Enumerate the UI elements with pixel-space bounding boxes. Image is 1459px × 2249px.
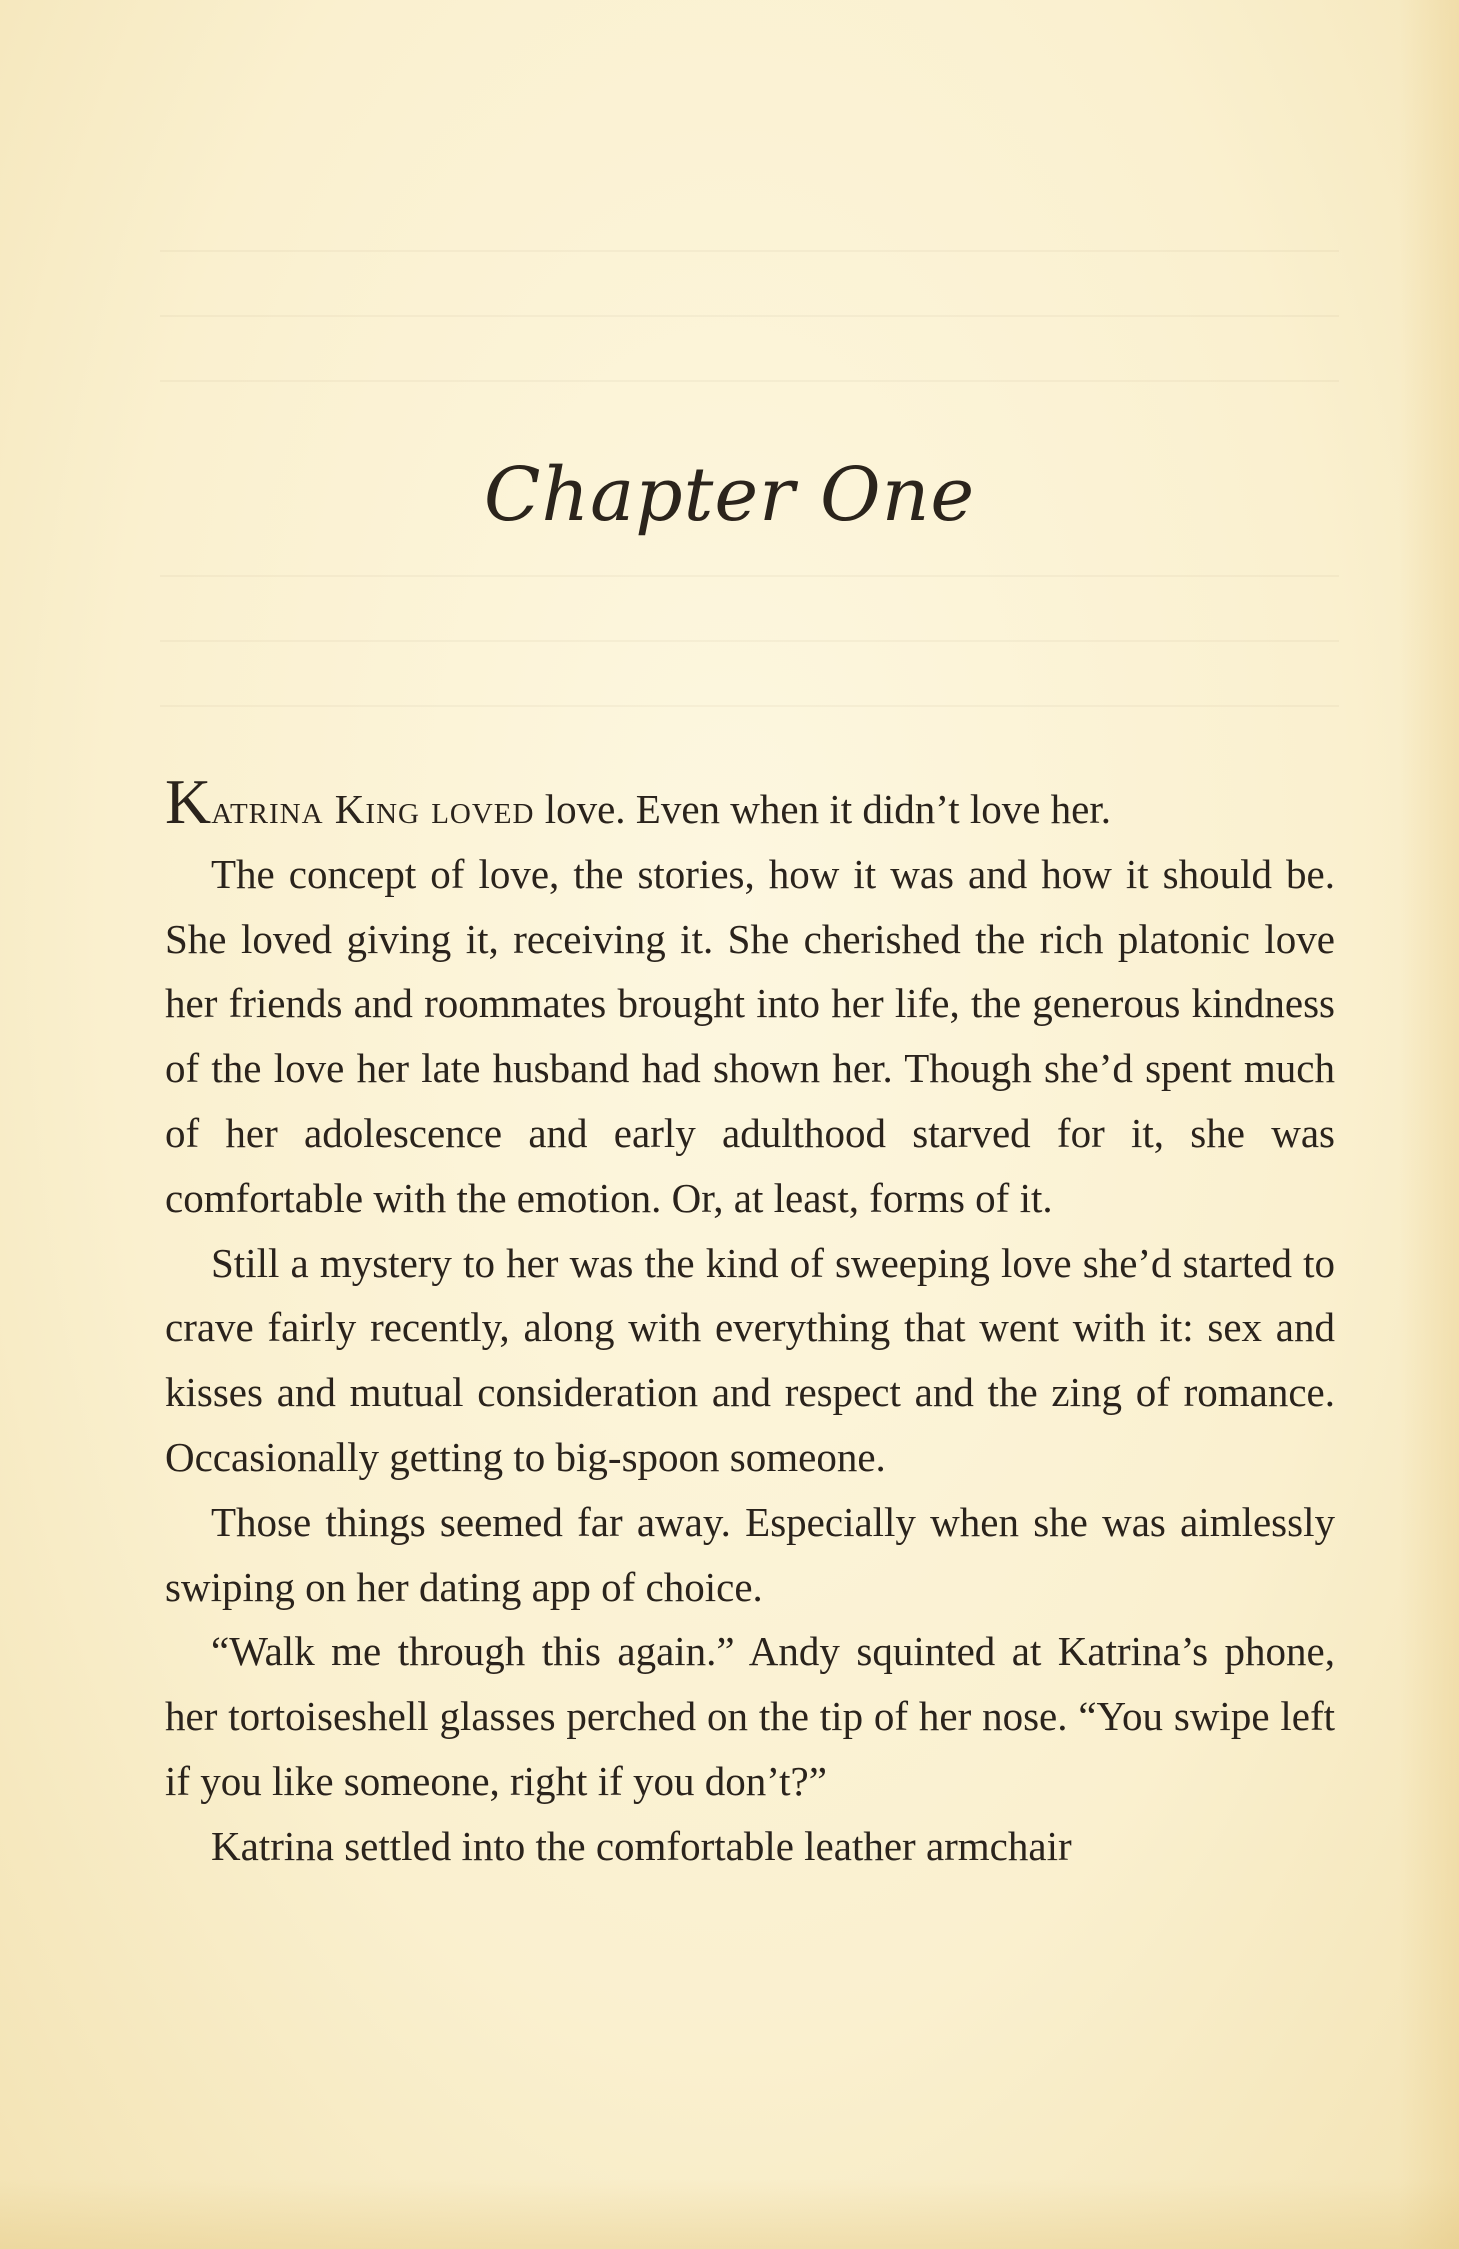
show-through-line <box>160 575 1339 577</box>
page-edge-shadow <box>1399 0 1459 2249</box>
paragraph: Katrina settled into the comfortable leather armchair <box>211 1822 1072 1869</box>
drop-cap: K <box>165 766 212 837</box>
show-through-line <box>160 640 1339 642</box>
paragraph: “Walk me through this again.” Andy squinted at Katrina’s phone, her tortoiseshell glasses perched on the tip of her nose. “You swipe left if you like someone, right if you don’t?” <box>165 1628 1335 1804</box>
opening-small-caps: atrina King loved <box>211 786 535 832</box>
opening-paragraph <box>165 766 1335 842</box>
show-through-line <box>160 380 1339 382</box>
show-through-line <box>160 705 1339 707</box>
page-bottom-shadow <box>0 2179 1459 2249</box>
chapter-title: Chapter One <box>483 452 976 538</box>
body-text <box>165 766 1335 1879</box>
paragraph: Still a mystery to her was the kind of sweeping love she’d started to crave fairly recently, along with everything that went with it: sex and kisses and mutual consideration and respect and the zing of romance. Occasionally getting to big-spoon someone. <box>165 1239 1335 1480</box>
paragraph: The concept of love, the stories, how it was and how it should be. She loved giving it, receiving it. She cherished the rich platonic love her friends and roommates brought into her life, the generous kindness of the love her late husband had shown her. Though she’d spent much of her adolescence and early adulthood starved for it, she was comfortable with the emotion. Or, at least, forms of it. <box>165 850 1335 1221</box>
paragraph: Those things seemed far away. Especially when she was aimlessly swiping on her dating app of choice. <box>165 1498 1335 1610</box>
show-through-line <box>160 315 1339 317</box>
show-through-line <box>160 250 1339 252</box>
opening-rest: love. Even when it didn’t love her. <box>534 786 1112 832</box>
